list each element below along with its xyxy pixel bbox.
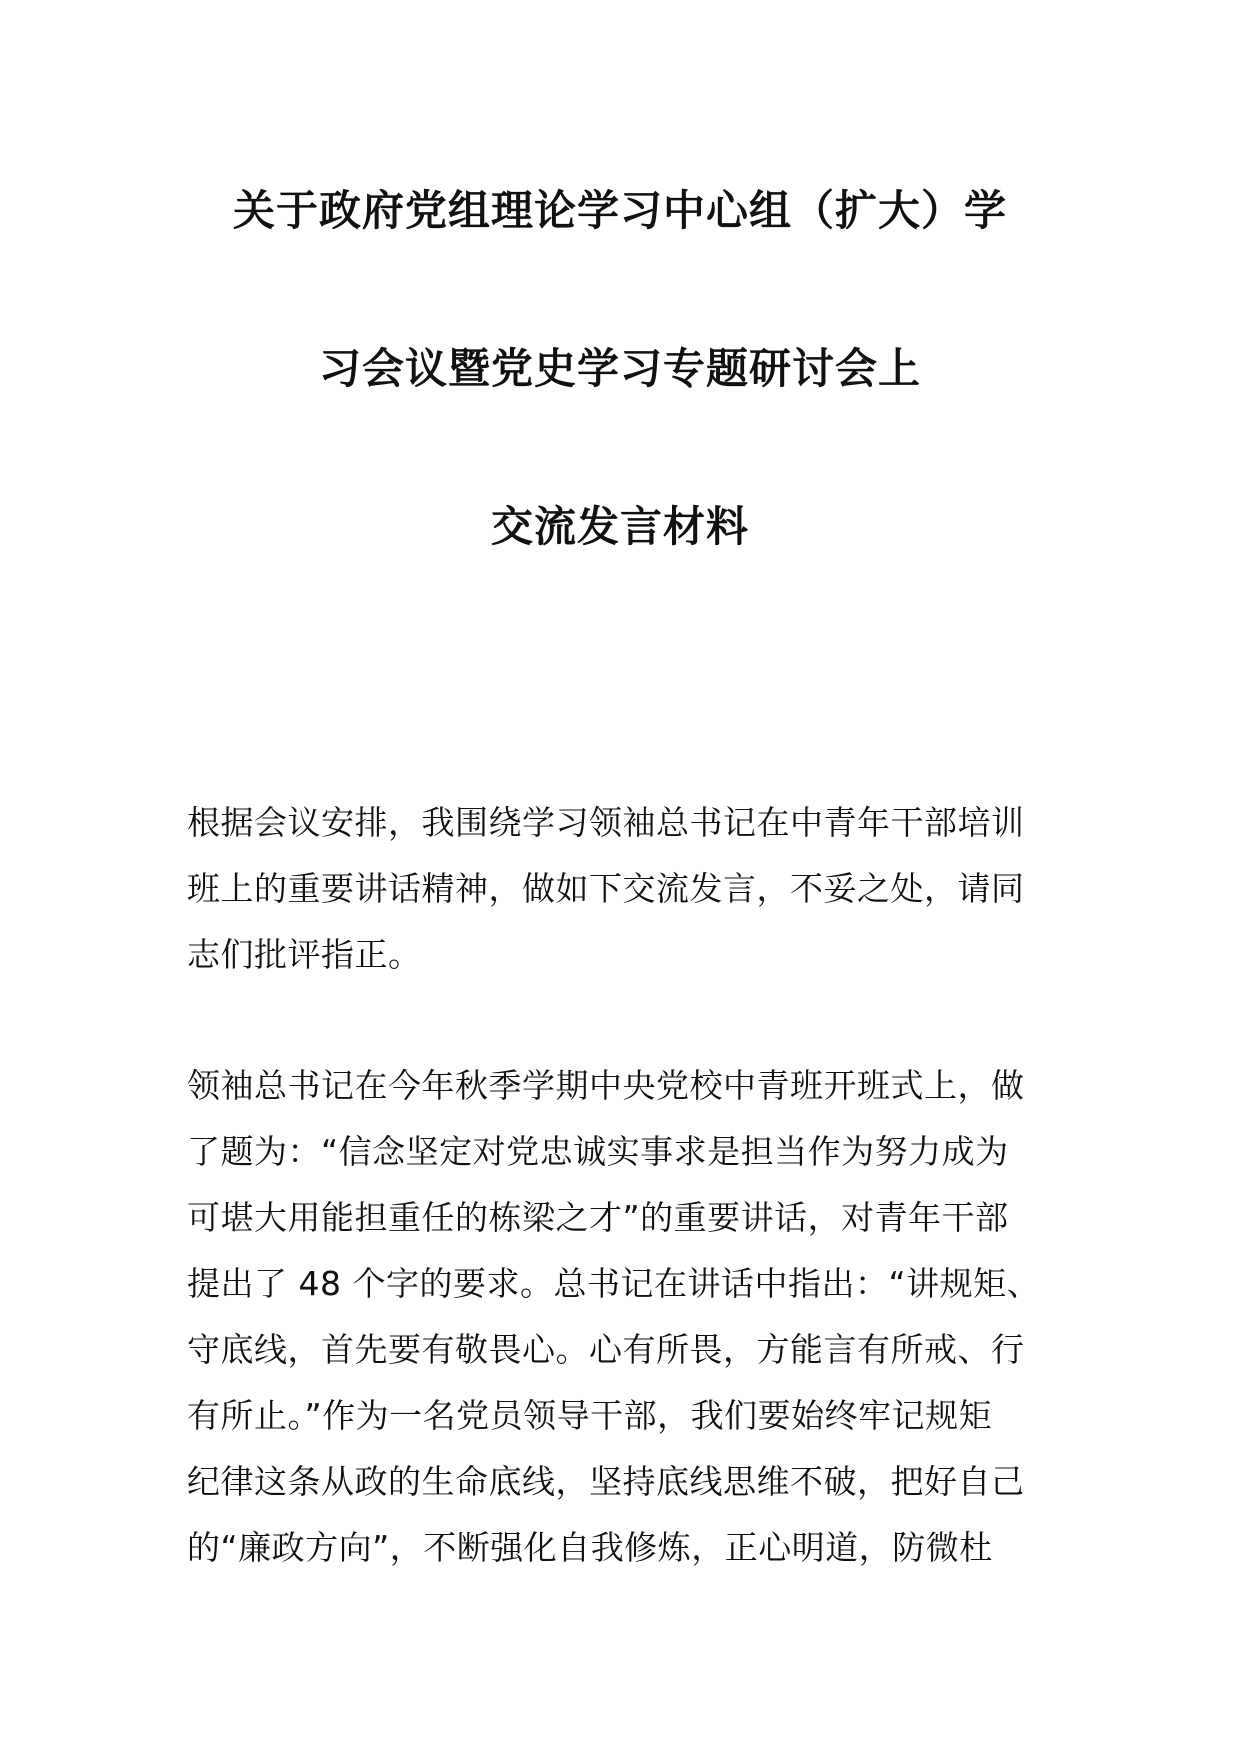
paragraph-intro xyxy=(187,790,1057,988)
title-line-1: 关于政府党组理论学习中心组（扩大）学 xyxy=(232,186,1007,235)
paragraph-line: 志们批评指正。 xyxy=(187,935,422,974)
paragraph-line: 了题为：“信念坚定对党忠诚实事求是担当作为努力成为 xyxy=(187,1132,1009,1171)
paragraph-line: 有所止。”作为一名党员领导干部，我们要始终牢记规矩 xyxy=(187,1396,993,1435)
title-line-3: 交流发言材料 xyxy=(490,502,749,551)
paragraph-main xyxy=(187,1053,1057,1581)
paragraph-line: 提出了 48 个字的要求。总书记在讲话中指出：“讲规矩、 xyxy=(187,1264,1041,1303)
title-line-2: 习会议暨党史学习专题研讨会上 xyxy=(318,344,921,393)
paragraph-line: 可堪大用能担重任的栋梁之才”的重要讲话，对青年干部 xyxy=(187,1198,1009,1237)
paragraph-line: 班上的重要讲话精神，做如下交流发言，不妥之处，请同 xyxy=(187,869,1025,908)
paragraph-line: 根据会议安排，我围绕学习领袖总书记在中青年干部培训 xyxy=(187,803,1025,842)
paragraph-line: 守底线，首先要有敬畏心。心有所畏，方能言有所戒、行 xyxy=(187,1330,1025,1369)
paragraph-line: 纪律这条从政的生命底线，坚持底线思维不破，把好自己 xyxy=(187,1462,1025,1501)
document-title xyxy=(150,185,1090,659)
paragraph-line: 领袖总书记在今年秋季学期中央党校中青班开班式上，做 xyxy=(187,1066,1025,1105)
paragraph-line: 的“廉政方向”，不断强化自我修炼，正心明道，防微杜 xyxy=(187,1528,993,1567)
